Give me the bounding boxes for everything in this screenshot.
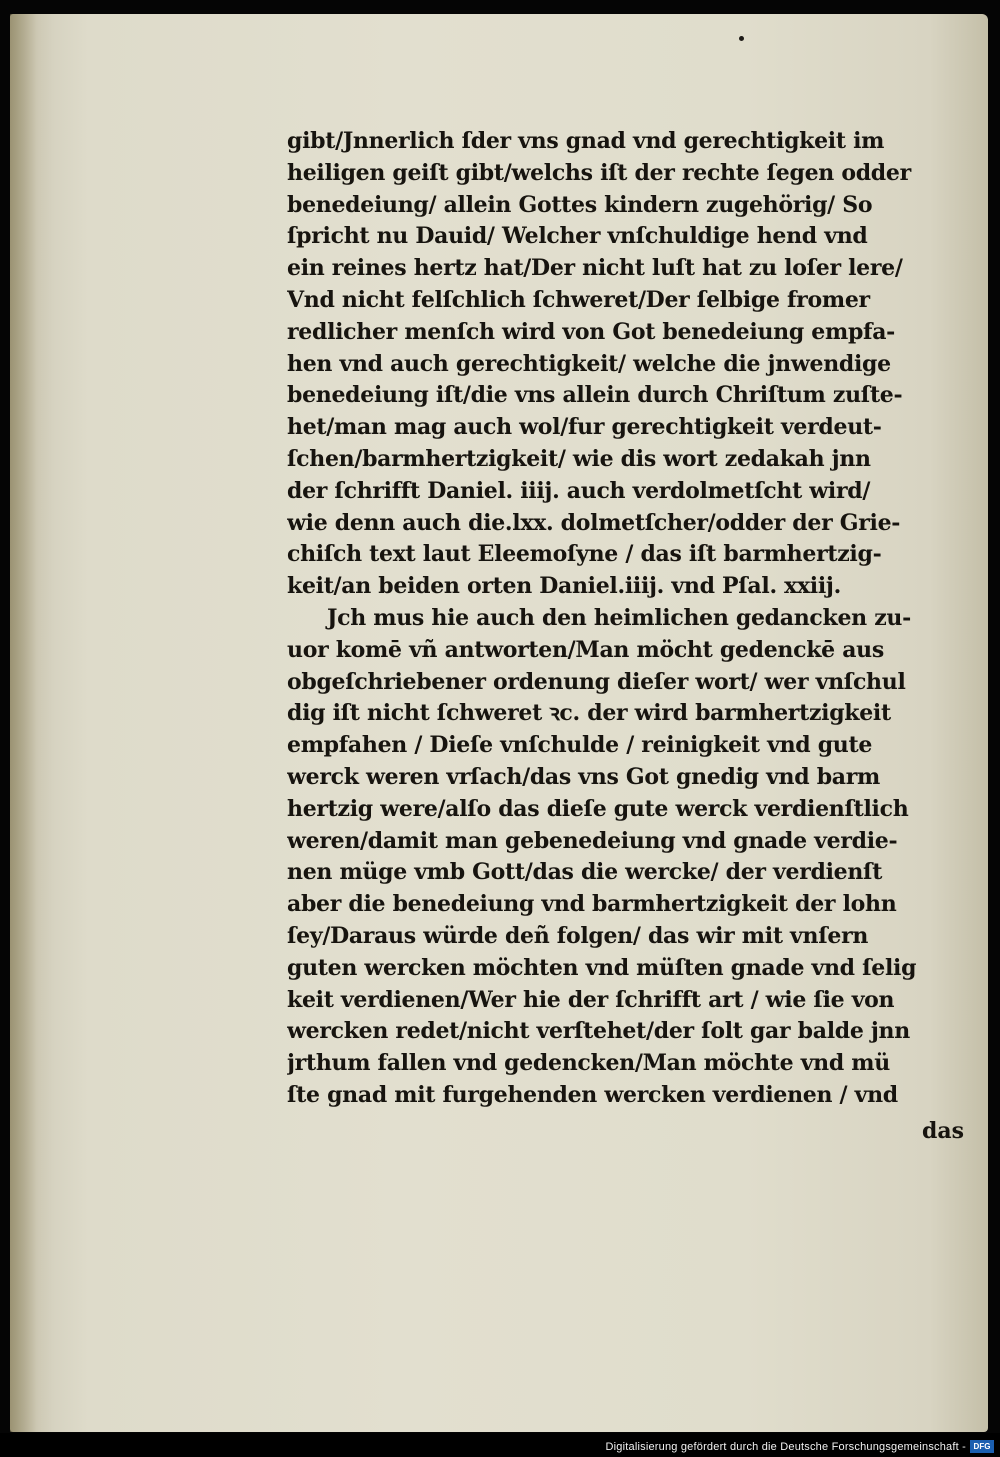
text-line: keit/an beiden orten Daniel.iiij. vnd Pſal. xxiij. [287,573,841,600]
text-line: werck weren vrſach/das vns Got gnedig vnd barm [287,763,880,790]
text-line: het/man mag auch wol/fur gerechtigkeit verdeut- [287,414,882,441]
text-line: keit verdienen/Wer hie der ſchrifft art / wie ſie von [287,986,895,1013]
text-line: ſchen/barmhertzigkeit/ wie dis wort zedakah jnn [287,445,871,472]
text-line: wercken redet/nicht verſtehet/der ſolt gar balde jnn [287,1018,910,1045]
text-line: gibt/Jnnerlich ſder vns gnad vnd gerechtigkeit im [287,128,885,154]
text-line: empfahen / Dieſe vnſchulde / reinigkeit vnd gute [287,732,873,759]
text-line: der ſchrifft Daniel. iiij. auch verdolmetſcht wird/ [287,477,871,504]
text-line: ſte gnad mit furgehenden wercken verdienen / vnd [287,1081,898,1108]
text-line: guten wercken möchten vnd müſten gnade vnd ſelig [287,954,917,981]
text-line: hertzig were/alſo das dieſe gute werck verdienſtlich [287,795,909,822]
text-line: benedeiung/ allein Gottes kindern zugehörig/ So [287,191,873,218]
text-line: chiſch text laut Eleemoſyne / das iſt barmhertzig- [287,541,882,568]
ink-dot-mark [739,36,744,41]
text-line: jrthum fallen vnd gedencken/Man möchte vnd mü [287,1050,890,1077]
catchword: das [921,1118,964,1144]
text-line: Jch mus hie auch den heimlichen gedancken zu- [327,604,911,631]
text-line: wie denn auch die.lxx. dolmetſcher/odder der Grie- [287,509,901,536]
text-line: ſpricht nu Dauid/ Welcher vnſchuldige hend vnd [287,223,868,250]
text-line: obgeſchriebener ordenung dieſer wort/ wer vnſchul [287,668,906,695]
text-line: dig iſt nicht ſchweret ꝛc. der wird barmhertzigkeit [287,700,891,727]
dfg-logo: DFG [970,1440,994,1453]
text-line: Vnd nicht felſchlich ſchweret/Der ſelbige fromer [287,286,870,313]
text-line: ſey/Daraus würde deñ folgen/ das wir mit vnſern [287,922,869,949]
page-text [287,126,973,1112]
text-line: ein reines hertz hat/Der nicht luſt hat zu loſer lere/ [287,255,903,282]
digitization-credit: Digitalisierung gefördert durch die Deutsche Forschungsgemeinschaft - [605,1441,966,1453]
text-line: weren/damit man gebenedeiung vnd gnade verdie- [287,827,898,854]
text-line: uor komē vñ antworten/Man möcht gedenckē aus [287,636,884,663]
text-line: aber die benedeiung vnd barmhertzigkeit der lohn [287,891,897,918]
text-line: redlicher menſch wird von Got benedeiung empfa- [287,318,895,345]
text-line: heiligen geiſt gibt/welchs iſt der rechte ſegen odder [287,159,911,186]
text-line: hen vnd auch gerechtigkeit/ welche die jnwendige [287,350,891,377]
text-line: nen müge vmb Gott/das die wercke/ der verdienſt [287,859,883,886]
text-line: benedeiung iſt/die vns allein durch Chriſtum zuſte- [287,382,903,409]
page-gutter-shadow [10,14,54,1432]
